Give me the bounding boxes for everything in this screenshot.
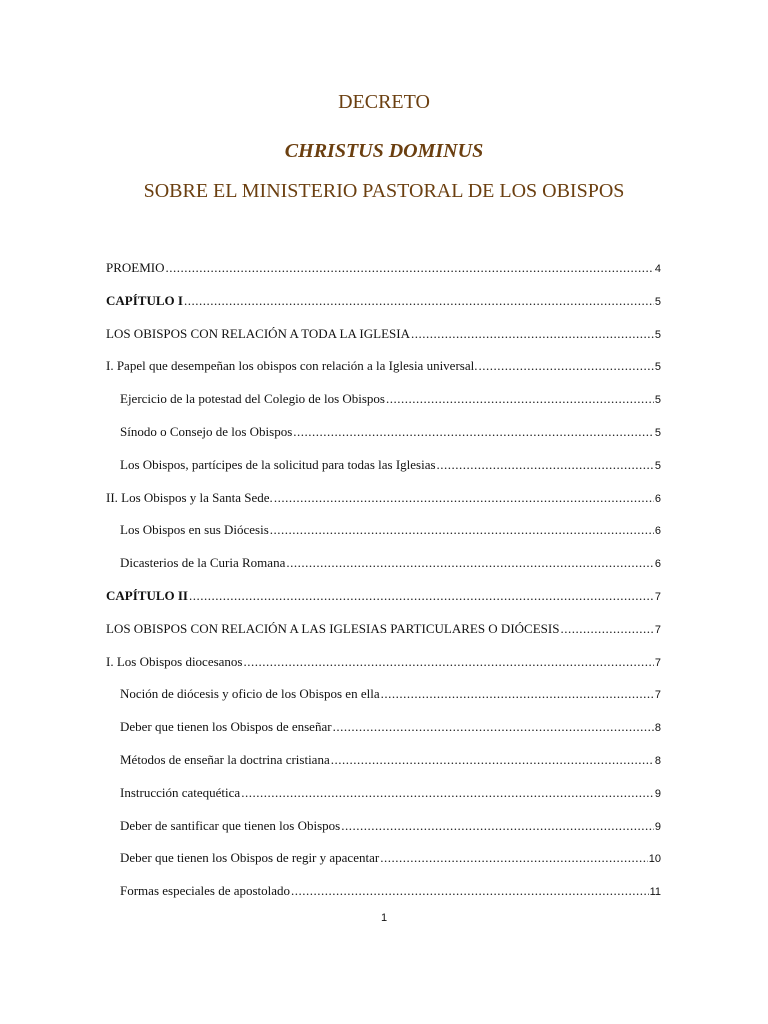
- toc-dot-leader: [380, 849, 648, 867]
- toc-entry-title: II. Los Obispos y la Santa Sede.: [106, 490, 273, 505]
- toc-entry-title: Deber de santificar que tienen los Obispos: [120, 818, 341, 833]
- toc-entry-page: 7: [654, 591, 661, 603]
- toc-entry-page: 6: [654, 525, 661, 537]
- toc-entry[interactable]: [106, 489, 661, 507]
- toc-entry-title: LOS OBISPOS CON RELACIÓN A TODA LA IGLESIA: [106, 326, 410, 341]
- toc-dot-leader: [560, 620, 653, 638]
- toc-entry[interactable]: [120, 554, 661, 572]
- toc-entry-title: CAPÍTULO I: [106, 293, 183, 308]
- toc-entry[interactable]: [106, 292, 661, 310]
- toc-entry-page: 9: [654, 821, 661, 833]
- toc-dot-leader: [331, 751, 654, 769]
- toc-entry-title: Dicasterios de la Curia Romana: [120, 555, 286, 570]
- toc-entry[interactable]: [120, 718, 661, 736]
- toc-entry[interactable]: [120, 456, 661, 474]
- toc-entry-title: LOS OBISPOS CON RELACIÓN A LAS IGLESIAS PARTICULARES O DIÓCESIS: [106, 621, 560, 636]
- toc-entry-page: 5: [654, 460, 661, 472]
- toc-entry-page: 5: [654, 394, 661, 406]
- toc-entry-title: Instrucción catequética: [120, 785, 241, 800]
- toc-entry-page: 5: [654, 296, 661, 308]
- toc-dot-leader: [270, 521, 654, 539]
- document-title: DECRETO: [338, 91, 430, 113]
- document-subtitle: SOBRE EL MINISTERIO PASTORAL DE LOS OBISPOS: [143, 180, 625, 202]
- toc-dot-leader: [341, 817, 654, 835]
- toc-entry-title: Los Obispos en sus Diócesis: [120, 522, 269, 537]
- toc-dot-leader: [184, 292, 654, 310]
- toc-dot-leader: [291, 882, 649, 900]
- toc-entry-page: 8: [654, 755, 661, 767]
- toc-entry-title: CAPÍTULO II: [106, 588, 188, 603]
- toc-entry[interactable]: [120, 849, 661, 867]
- toc-entry[interactable]: [106, 587, 661, 605]
- toc-dot-leader: [333, 718, 654, 736]
- toc-dot-leader: [166, 259, 654, 277]
- toc-dot-leader: [244, 653, 654, 671]
- toc-entry-title: Los Obispos, partícipes de la solicitud para todas las Iglesias: [120, 457, 436, 472]
- toc-dot-leader: [189, 587, 654, 605]
- toc-entry-page: 11: [649, 886, 661, 898]
- toc-entry-page: 9: [654, 788, 661, 800]
- toc-entry-title: Ejercicio de la potestad del Colegio de los Obispos: [120, 391, 385, 406]
- toc-entry-page: 5: [654, 329, 661, 341]
- toc-dot-leader: [411, 325, 654, 343]
- toc-entry[interactable]: [106, 259, 661, 277]
- toc-entry-page: 4: [654, 263, 661, 275]
- toc-entry-page: 7: [654, 689, 661, 701]
- toc-entry-page: 6: [654, 493, 661, 505]
- toc-dot-leader: [381, 685, 654, 703]
- page-number: 1: [380, 912, 388, 924]
- toc-entry[interactable]: [120, 390, 661, 408]
- toc-dot-leader: [386, 390, 654, 408]
- toc-entry-title: Formas especiales de apostolado: [120, 883, 291, 898]
- toc-entry[interactable]: [106, 357, 661, 375]
- toc-dot-leader: [274, 489, 654, 507]
- toc-dot-leader: [293, 423, 654, 441]
- toc-entry-page: 8: [654, 722, 661, 734]
- decree-name: CHRISTUS DOMINUS: [284, 140, 484, 162]
- toc-entry-title: I. Los Obispos diocesanos: [106, 654, 243, 669]
- toc-entry-title: Deber que tienen los Obispos de enseñar: [120, 719, 332, 734]
- toc-entry-page: 7: [654, 657, 661, 669]
- toc-entry-title: Noción de diócesis y oficio de los Obispos en ella: [120, 686, 380, 701]
- toc-dot-leader: [286, 554, 654, 572]
- toc-entry[interactable]: [120, 882, 661, 900]
- toc-entry[interactable]: [120, 685, 661, 703]
- toc-entry-page: 5: [654, 361, 661, 373]
- toc-dot-leader: [241, 784, 654, 802]
- toc-entry[interactable]: [120, 521, 661, 539]
- toc-entry-page: 10: [648, 853, 661, 865]
- toc-entry[interactable]: [120, 784, 661, 802]
- toc-entry-page: 5: [654, 427, 661, 439]
- toc-entry[interactable]: [106, 620, 661, 638]
- toc-entry[interactable]: [120, 423, 661, 441]
- toc-entry[interactable]: [106, 325, 661, 343]
- toc-entry-title: PROEMIO: [106, 260, 165, 275]
- toc-entry-title: Sínodo o Consejo de los Obispos: [120, 424, 293, 439]
- toc-entry[interactable]: [106, 653, 661, 671]
- toc-entry-page: 7: [654, 624, 661, 636]
- toc-entry-title: I. Papel que desempeñan los obispos con relación a la Iglesia universal.: [106, 358, 478, 373]
- toc-entry-title: Métodos de enseñar la doctrina cristiana: [120, 752, 330, 767]
- toc-entry-page: 6: [654, 558, 661, 570]
- toc-dot-leader: [478, 357, 653, 375]
- toc-entry-title: Deber que tienen los Obispos de regir y apacentar: [120, 850, 380, 865]
- toc-entry[interactable]: [120, 751, 661, 769]
- toc-entry[interactable]: [120, 817, 661, 835]
- toc-dot-leader: [437, 456, 654, 474]
